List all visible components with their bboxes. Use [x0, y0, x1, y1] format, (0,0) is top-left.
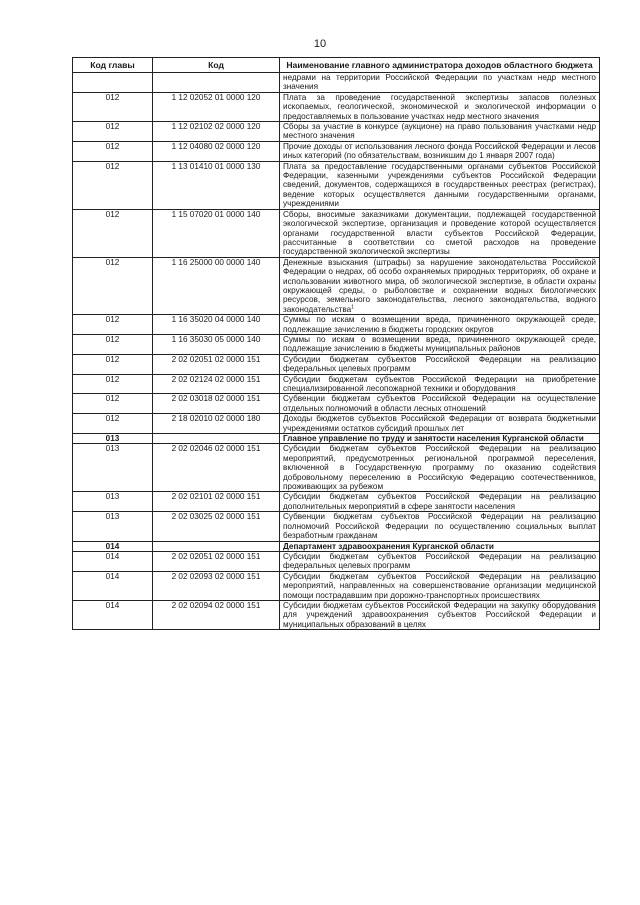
revenue-name-text: Субсидии бюджетам субъектов Российской Федерации на реализацию федеральных целевых программ	[283, 354, 596, 374]
revenue-name-text: Главное управление по труду и занятости населения Курганской области	[283, 434, 584, 444]
chapter-code-cell: 013	[73, 492, 153, 512]
table-row	[73, 444, 600, 492]
revenue-name-text: Плата за предоставление государственными органами субъектов Российской Федерации, казенными учреждениями субъектов Российской Федерации сведений, документов, содержащихся в государственных реестрах (регистрах), ведение которых осуществляется данными государственными органами, учреждениями	[283, 161, 596, 209]
revenue-name-text: Субсидии бюджетам субъектов Российской Федерации на реализацию федеральных целевых программ	[283, 551, 596, 571]
chapter-code-cell: 012	[73, 414, 153, 434]
table-row	[73, 571, 600, 600]
revenue-name-cell	[280, 434, 600, 444]
header-code: Код	[153, 58, 280, 73]
revenue-code-cell: 2 02 02051 02 0000 151	[153, 551, 280, 571]
revenue-code-cell: 1 16 25000 00 0000 140	[153, 257, 280, 314]
header-chapter-code: Код главы	[73, 58, 153, 73]
revenue-name-cell	[280, 334, 600, 354]
table-row	[73, 492, 600, 512]
revenue-name-cell	[280, 374, 600, 394]
table-row	[73, 257, 600, 314]
revenue-name-text: Субсидии бюджетам субъектов Российской Федерации на закупку оборудования для учреждений здравоохранения субъектов Российской Федерации и муниципальных образований в целях	[283, 600, 596, 629]
revenue-name-cell	[280, 571, 600, 600]
chapter-code-cell: 013	[73, 434, 153, 444]
revenue-name-text: Субсидии бюджетам субъектов Российской Федерации на реализацию дополнительных мероприятий в сфере занятости населения	[283, 492, 596, 511]
revenue-code-cell: 1 12 02102 02 0000 120	[153, 122, 280, 142]
revenue-name-text: Прочие доходы от использования лесного фонда Российской Федерации и лесов иных категорий (по обязательствам, возникшим до 1 января 2007 года)	[283, 141, 596, 161]
revenue-name-cell	[280, 354, 600, 374]
revenue-name-text: Субсидии бюджетам субъектов Российской Федерации на реализацию мероприятий, предусмотренных региональной программой переселения, включенной в Государственную программу по оказанию содействия добровольному переселению в Российскую Федерацию соотечественников, проживающих за рубежом	[283, 444, 596, 492]
chapter-code-cell: 012	[73, 161, 153, 209]
revenue-name-cell	[280, 73, 600, 93]
revenue-code-cell: 2 02 03025 02 0000 151	[153, 512, 280, 541]
revenue-name-cell	[280, 161, 600, 209]
revenue-code-cell: 2 02 02051 02 0000 151	[153, 354, 280, 374]
chapter-code-cell: 013	[73, 512, 153, 541]
table-row	[73, 374, 600, 394]
chapter-code-cell	[73, 73, 153, 93]
revenue-administrators-table	[72, 57, 600, 630]
chapter-code-cell: 014	[73, 551, 153, 571]
chapter-code-cell: 012	[73, 209, 153, 257]
revenue-code-cell: 2 18 02010 02 0000 180	[153, 414, 280, 434]
table-header-row	[73, 58, 600, 73]
table-row	[73, 394, 600, 414]
table-row	[73, 600, 600, 629]
revenue-name-cell	[280, 512, 600, 541]
chapter-code-cell: 012	[73, 92, 153, 121]
chapter-code-cell: 013	[73, 444, 153, 492]
revenue-name-cell	[280, 315, 600, 335]
revenue-name-cell	[280, 444, 600, 492]
revenue-name-text: недрами на территории Российской Федерации по участкам недр местного значения	[283, 73, 596, 92]
revenue-code-cell: 1 13 01410 01 0000 130	[153, 161, 280, 209]
revenue-name-cell	[280, 414, 600, 434]
chapter-code-cell: 012	[73, 354, 153, 374]
table-row	[73, 209, 600, 257]
chapter-code-cell: 012	[73, 122, 153, 142]
table-row	[73, 141, 600, 161]
revenue-code-cell: 1 16 35030 05 0000 140	[153, 334, 280, 354]
chapter-code-cell: 012	[73, 257, 153, 314]
revenue-name-cell	[280, 492, 600, 512]
table-row	[73, 354, 600, 374]
chapter-code-cell: 014	[73, 571, 153, 600]
revenue-code-cell: 1 15 07020 01 0000 140	[153, 209, 280, 257]
revenue-name-cell	[280, 541, 600, 551]
revenue-name-text: Плата за проведение государственной экспертизы запасов полезных ископаемых, геологической, экономической и экологической информации о предоставляемых в пользование участках недр местного значения	[283, 92, 596, 121]
revenue-code-cell: 2 02 02101 02 0000 151	[153, 492, 280, 512]
chapter-code-cell: 012	[73, 394, 153, 414]
revenue-name-text: Сборы, вносимые заказчиками документации, подлежащей государственной экологической экспертизе, организация и проведение которой осуществляется органами государственной власти субъектов Российской Федерации, рассчитанные в соответствии со сметой расходов на проведение государственной экологической экспертизы	[283, 209, 596, 257]
revenue-name-cell	[280, 600, 600, 629]
revenue-name-text: Субвенции бюджетам субъектов Российской Федерации на реализацию полномочий Российской Федерации по осуществлению социальных выплат безработным гражданам	[283, 512, 596, 541]
revenue-name-text: Доходы бюджетов субъектов Российской Федерации от возврата бюджетными учреждениями остатков субсидий прошлых лет	[283, 414, 596, 433]
revenue-code-cell: 1 12 04080 02 0000 120	[153, 141, 280, 161]
page-number: 10	[313, 38, 327, 50]
revenue-code-cell	[153, 541, 280, 551]
table-row	[73, 551, 600, 571]
table-row	[73, 73, 600, 93]
revenue-code-cell: 1 16 35020 04 0000 140	[153, 315, 280, 335]
chapter-code-cell: 014	[73, 600, 153, 629]
revenue-name-text: Субсидии бюджетам субъектов Российской Федерации на приобретение специализированной лесопожарной техники и оборудования	[283, 374, 596, 393]
table-section-row	[73, 541, 600, 551]
revenue-code-cell	[153, 73, 280, 93]
revenue-name-cell	[280, 551, 600, 571]
revenue-name-text: Субсидии бюджетам субъектов Российской Федерации на реализацию мероприятий, направленных на совершенствование организации медицинской помощи пострадавшим при дорожно-транспортных происшествиях	[283, 571, 596, 600]
header-administrator-name: Наименование главного администратора доходов областного бюджета	[280, 58, 600, 73]
chapter-code-cell: 012	[73, 315, 153, 335]
revenue-code-cell: 2 02 02124 02 0000 151	[153, 374, 280, 394]
revenue-code-cell: 2 02 02046 02 0000 151	[153, 444, 280, 492]
revenue-name-text: Департамент здравоохранения Курганской области	[283, 541, 494, 551]
table-row	[73, 334, 600, 354]
revenue-name-text: Субвенции бюджетам субъектов Российской Федерации на осуществление отдельных полномочий в области лесных отношений	[283, 394, 596, 413]
table-row	[73, 414, 600, 434]
revenue-name-text: Сборы за участие в конкурсе (аукционе) на право пользования участками недр местного значения	[283, 122, 596, 141]
revenue-name-text: Суммы по искам о возмещении вреда, причиненного окружающей среде, подлежащие зачислению в бюджеты городских округов	[283, 315, 596, 334]
chapter-code-cell: 012	[73, 141, 153, 161]
table-row	[73, 512, 600, 541]
revenue-code-cell	[153, 434, 280, 444]
revenue-name-cell	[280, 209, 600, 257]
table-row	[73, 315, 600, 335]
revenue-code-cell: 2 02 02094 02 0000 151	[153, 600, 280, 629]
revenue-code-cell: 2 02 02093 02 0000 151	[153, 571, 280, 600]
revenue-name-cell	[280, 394, 600, 414]
revenue-name-cell	[280, 141, 600, 161]
chapter-code-cell: 014	[73, 541, 153, 551]
footnote-marker: 1	[351, 304, 354, 311]
revenue-name-text: Денежные взыскания (штрафы) за нарушение законодательства Российской Федерации о недрах, об особо охраняемых природных территориях, об охране и использовании животного мира, об экологической экспертизе, в области охраны окружающей среды, о рыболовстве и сохранении водных биологических ресурсов, земельного законодательства, лесного законодательства, водного законодательства	[283, 257, 596, 314]
revenue-name-cell	[280, 92, 600, 121]
chapter-code-cell: 012	[73, 334, 153, 354]
revenue-name-text: Суммы по искам о возмещении вреда, причиненного окружающей среде, подлежащие зачислению в бюджеты муниципальных районов	[283, 334, 596, 354]
table-row	[73, 122, 600, 142]
revenue-code-cell: 2 02 03018 02 0000 151	[153, 394, 280, 414]
table-row	[73, 161, 600, 209]
revenue-name-cell	[280, 257, 600, 314]
revenue-code-cell: 1 12 02052 01 0000 120	[153, 92, 280, 121]
table-row	[73, 92, 600, 121]
chapter-code-cell: 012	[73, 374, 153, 394]
table-section-row	[73, 434, 600, 444]
revenue-name-cell	[280, 122, 600, 142]
